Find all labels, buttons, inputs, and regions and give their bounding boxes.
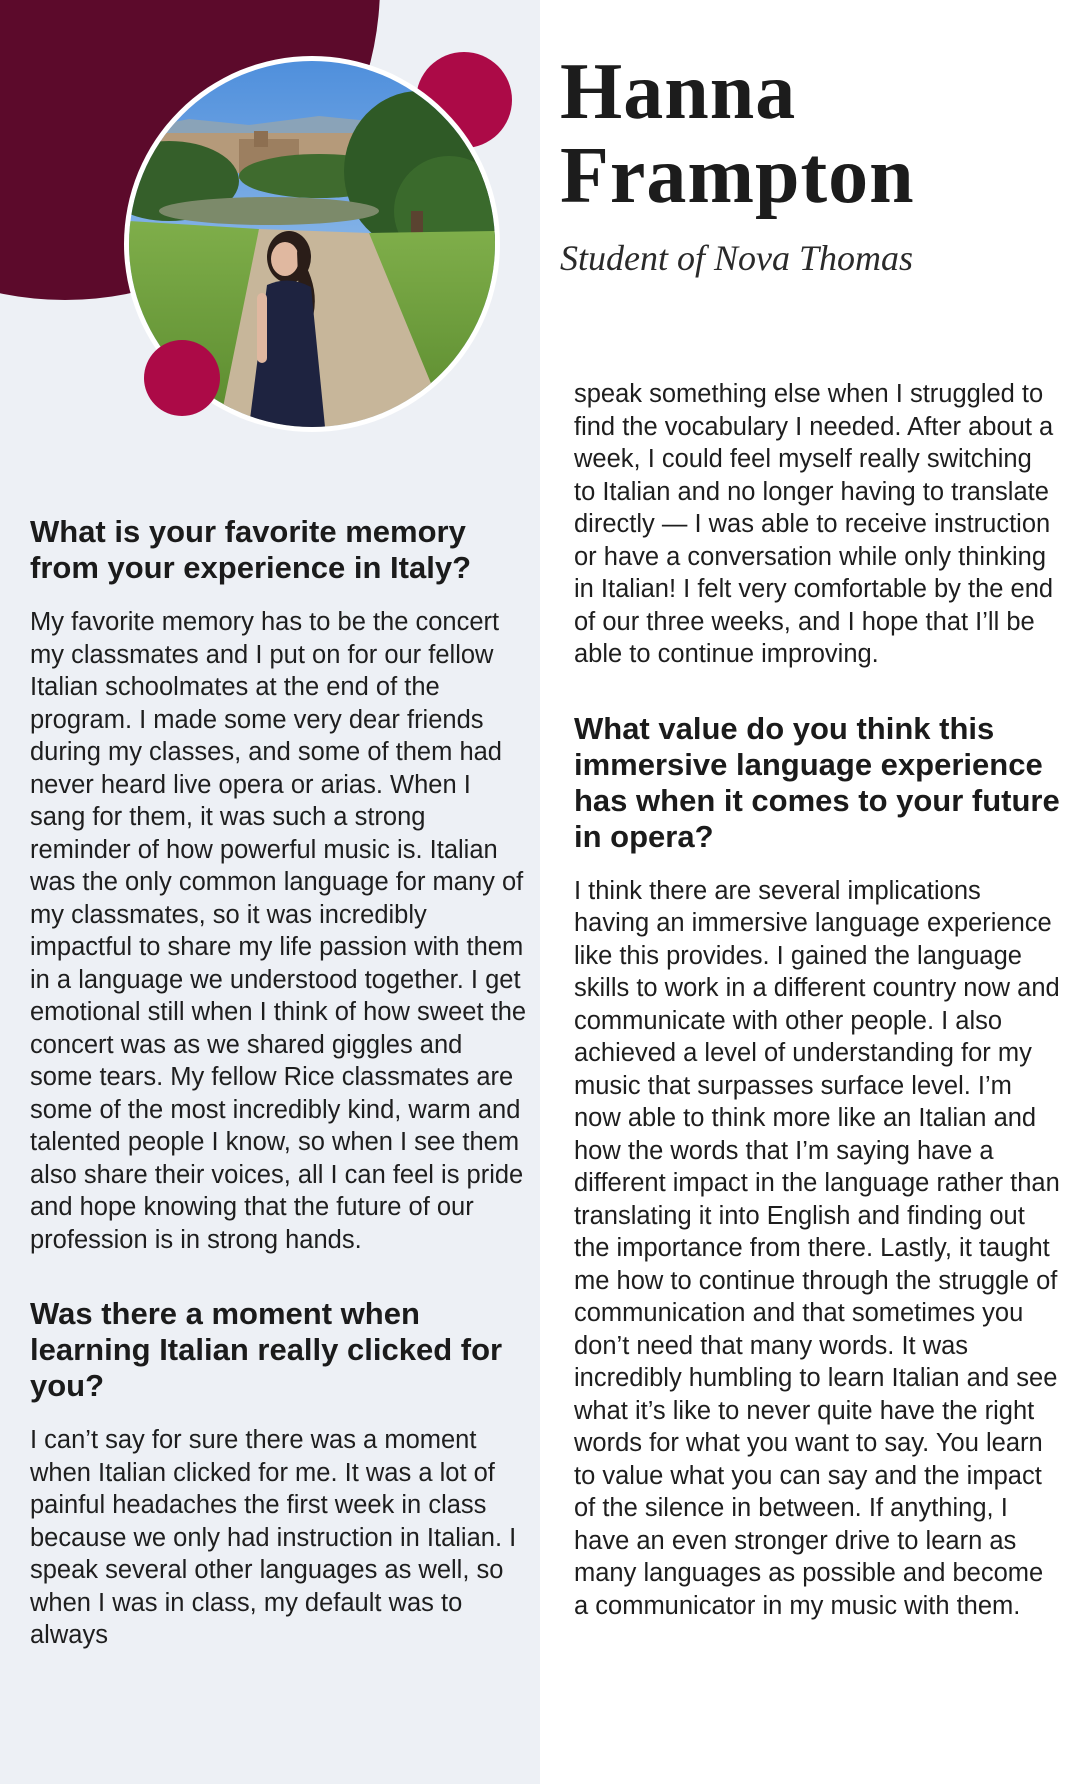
accent-dot-decoration <box>144 340 220 416</box>
answer-2-part-1: I can’t say for sure there was a moment when Italian clicked for me. It was a lot of painful headaches the first week in class because we only had instruction in Italian. I speak several other languages as well, so when I was in class, my default was to always <box>30 1426 517 1649</box>
left-column <box>30 514 530 1652</box>
person-subtitle: Student of Nova Thomas <box>560 238 914 278</box>
question-1: What is your favorite memory from your experience in Italy? <box>30 514 472 585</box>
answer-1: My favorite memory has to be the concert my classmates and I put on for our fellow Italian schoolmates at the end of the program. I made some very dear friends during my classes, and some of them had never heard live opera or arias. When I sang for them, it was such a strong reminder of how powerful music is. Italian was the only common language for many of my classmates, so it was incredibly impactful to share my life passion with them in a language we understood together. I get emotional still when I think of how sweet the concert was as we shared giggles and some tears. My fellow Rice classmates are some of the most incredibly kind, warm and talented people I know, so when I see them also share their voices, all I can feel is pride and hope knowing that the future of our profession is in strong hands. <box>30 608 527 1254</box>
question-2: Was there a moment when learning Italian really clicked for you? <box>30 1296 503 1403</box>
person-name <box>560 50 1060 218</box>
answer-3: I think there are several implications having an immersive language experience like this provides. I gained the language skills to work in a different country now and communicate with other people. I also achieved a level of understanding for my music that surpasses surface level. I’m now able to think more like an Italian and how the words that I’m saying have a different impact in the language rather than translating it into English and finding out the importance from there. Lastly, it taught me how to continue through the struggle of communication and that sometimes you don’t need that many words. It was incredibly humbling to learn Italian and see what it’s like to never quite have the right words for what you want to say. You learn to value what you can say and the impact of the silence in between. If anything, I have an even stronger drive to learn as many languages as possible and become a communicator in my music with them. <box>574 876 1060 1620</box>
first-name: Hanna <box>560 48 797 136</box>
right-column <box>574 378 1060 1622</box>
answer-2-part-2: speak something else when I struggled to find the vocabulary I needed. After about a week, I could feel myself really switching to Italian and no longer having to translate directly — I was able to receive instruction or have a conversation while only thinking in Italian! I felt very comfortable by the end of our three weeks, and I hope that I’ll be able to continue improving. <box>574 380 1054 668</box>
last-name: Frampton <box>560 132 915 220</box>
question-3: What value do you think this immersive language experience has when it comes to your future in opera? <box>574 710 1060 854</box>
